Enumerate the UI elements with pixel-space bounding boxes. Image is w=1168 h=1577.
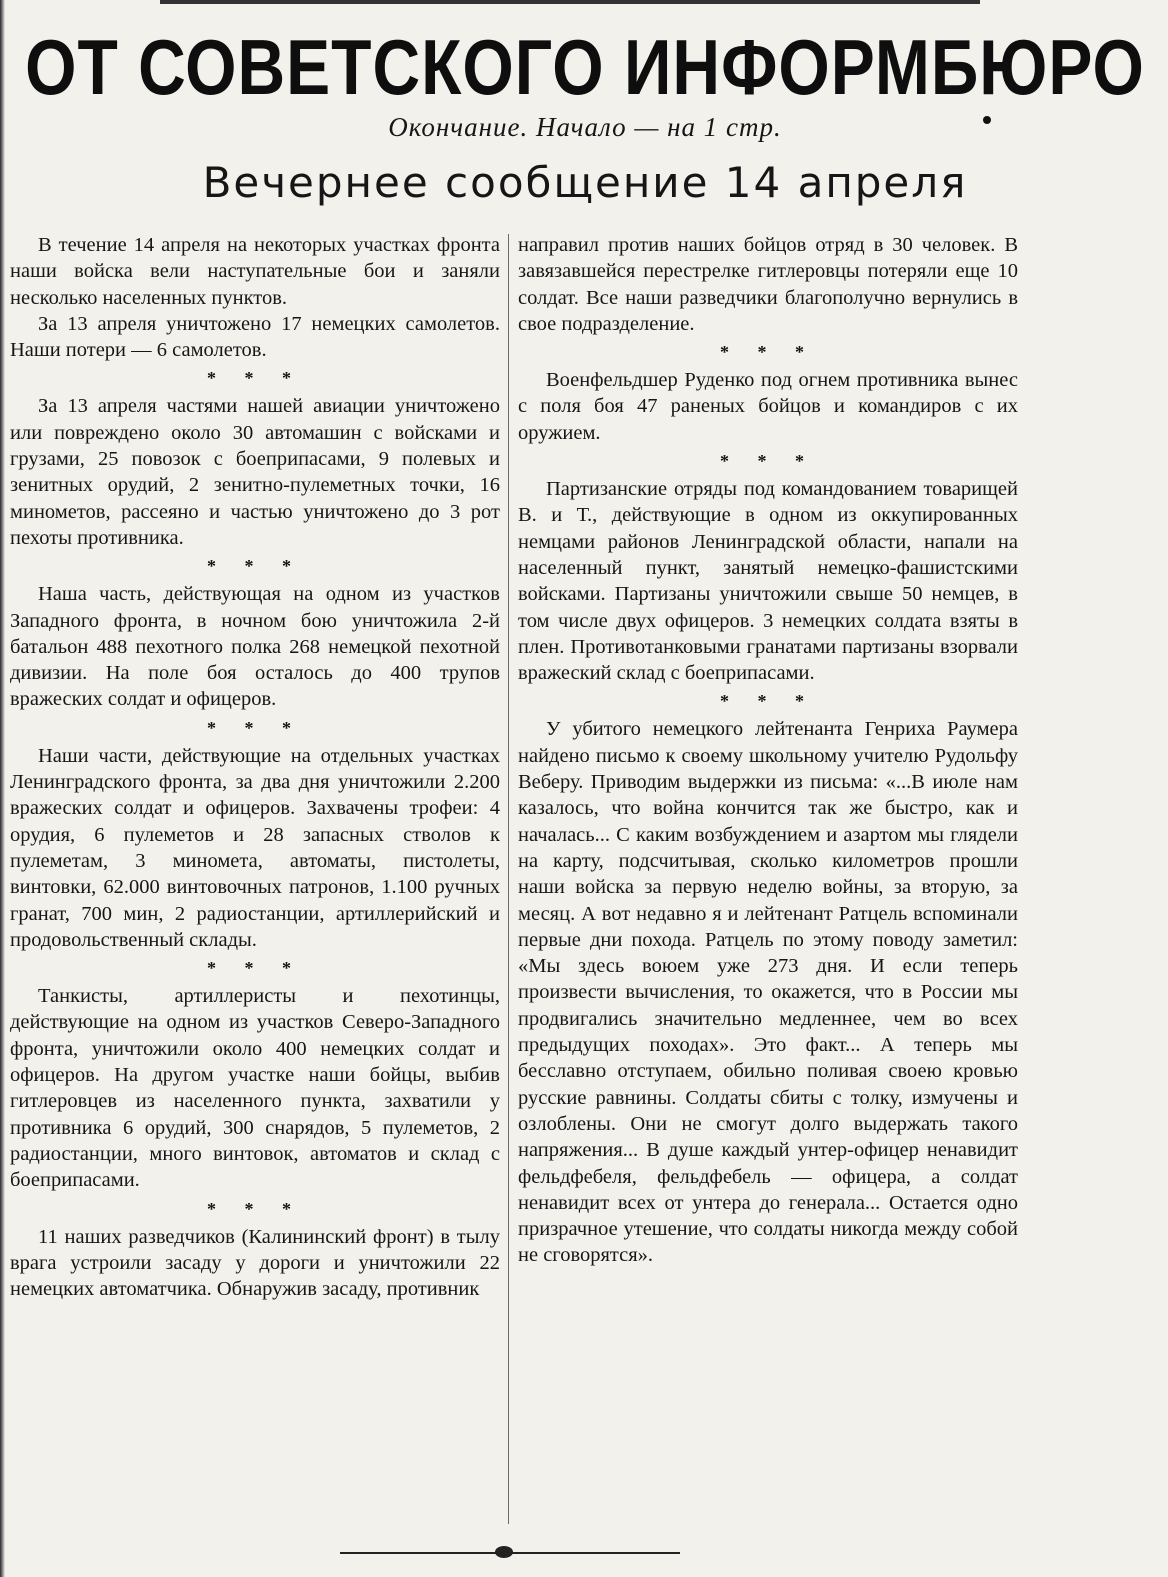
- paragraph: У убитого немецкого лейтенанта Генриха Раумера найдено письмо к своему школьному учителю Рудольфу Веберу. Приводим выдержки из письма: «...В июле нам казалось, что война кончится так же быстро, как и началась... С каким возбуждением и азартом мы глядели на карту, подсчитывая, сколько километров прошли наши войска за первую неделю войны, за вторую, за месяц. А вот недавно я и лейтенант Ратцель вспоминали первые дни похода. Ратцель по этому поводу заметил: «Мы здесь воюем уже 273 дня. И если теперь произвести вычисления, то окажется, что в России мы продвигались значительно медленнее, чем во всех предыдущих походах». Это факт... А теперь мы бесславно отступаем, обильно поливая своею кровью русские равнины. Солдаты сбиты с толку, измучены и озлоблены. Они не смогут долго выдержать такого напряжения... В душе каждый унтер-офицер ненавидит фельдфебеля, фельдфебель — офицера, а солдат ненавидит всех от унтера до генерала... Остается одно призрачное утешение, что солдаты никогда между собой не сговорятся».: [518, 718, 1018, 1267]
- paragraph: 11 наших разведчиков (Калининский фронт) в тылу врага устроили засаду у дороги и уничтожили 22 немецких автоматчика. Обнаружив засаду, противник: [10, 1225, 500, 1301]
- section-separator: * * *: [207, 1198, 303, 1219]
- right-column: [518, 232, 1018, 1269]
- ink-dot: [983, 116, 991, 124]
- section-separator: * * *: [207, 958, 303, 979]
- column-divider: [508, 234, 509, 1524]
- article-headline: Вечернее сообщение 14 апреля: [202, 158, 968, 207]
- bottom-ornament: [495, 1546, 513, 1558]
- continuation-note: Окончание. Начало — на 1 стр.: [388, 112, 782, 142]
- masthead-title: ОТ СОВЕТСКОГО ИНФОРМБЮРО: [25, 23, 1145, 111]
- section-separator: * * *: [720, 342, 816, 363]
- section-separator: * * *: [720, 691, 816, 712]
- section-separator: * * *: [720, 451, 816, 472]
- section-separator: * * *: [207, 556, 303, 577]
- paragraph: В течение 14 апреля на некоторых участках фронта наши войска вели наступательные бои и заняли несколько населенных пунктов.: [10, 234, 500, 309]
- paragraph: Танкисты, артиллеристы и пехотинцы, действующие на одном из участков Северо-Западного фронта, уничтожили около 400 немецких солдат и офицеров. На другом участке наши бойцы, выбив гитлеровцев из населенного пункта, захватили у противника 6 орудий, 300 снарядов, 5 пулеметов, 2 радиостанции, много винтовок, автоматов и склад с боеприпасами.: [10, 985, 500, 1192]
- section-separator: * * *: [207, 717, 303, 738]
- paragraph: Военфельдшер Руденко под огнем противника вынес с поля боя 47 раненых бойцов и командиров с их оружием.: [518, 369, 1018, 444]
- paragraph: Наша часть, действующая на одном из участков Западного фронта, в ночном бою уничтожила 2-й батальон 488 пехотного полка 268 немецкой пехотной дивизии. На поле боя осталось до 400 трупов вражеских солдат и офицеров.: [10, 583, 500, 711]
- top-border-strip: [160, 0, 980, 4]
- paragraph: За 13 апреля уничтожено 17 немецких самолетов. Наши потери — 6 самолетов.: [10, 312, 500, 362]
- page-edge-rule: [0, 0, 5, 1577]
- left-column: [10, 232, 500, 1302]
- section-separator: * * *: [207, 368, 303, 389]
- paragraph: направил против наших бойцов отряд в 30 человек. В завязавшейся перестрелке гитлеровцы потеряли еще 10 солдат. Все наши разведчики благополучно вернулись в свое подразделение.: [518, 234, 1018, 335]
- paragraph: За 13 апреля частями нашей авиации уничтожено или повреждено около 30 автомашин с войсками и грузами, 25 повозок с боеприпасами, 9 полевых и зенитных орудий, 2 зенитно-пулеметных точки, 16 минометов, рассеяно и частью уничтожено до 3 рот пехоты противника.: [10, 395, 500, 549]
- paragraph: Наши части, действующие на отдельных участках Ленинградского фронта, за два дня уничтожили 2.200 вражеских солдат и офицеров. Захвачены трофеи: 4 орудия, 6 пулеметов и 28 запасных стволов к пулеметам, 3 миномета, автоматы, пистолеты, винтовки, 62.000 винтовочных патронов, 1.100 ручных гранат, 700 мин, 2 радиостанции, артиллерийский и продовольственный склады.: [10, 744, 500, 951]
- paragraph: Партизанские отряды под командованием товарищей В. и Т., действующие в одном из оккупированных немцами районов Ленинградской области, напали на населенный пункт, занятый немецко-фашистскими войсками. Партизаны уничтожили свыше 50 немцев, в том числе двух офицеров. 3 немецких солдата взяты в плен. Противотанковыми гранатами партизаны взорвали вражеский склад с боеприпасами.: [518, 478, 1018, 685]
